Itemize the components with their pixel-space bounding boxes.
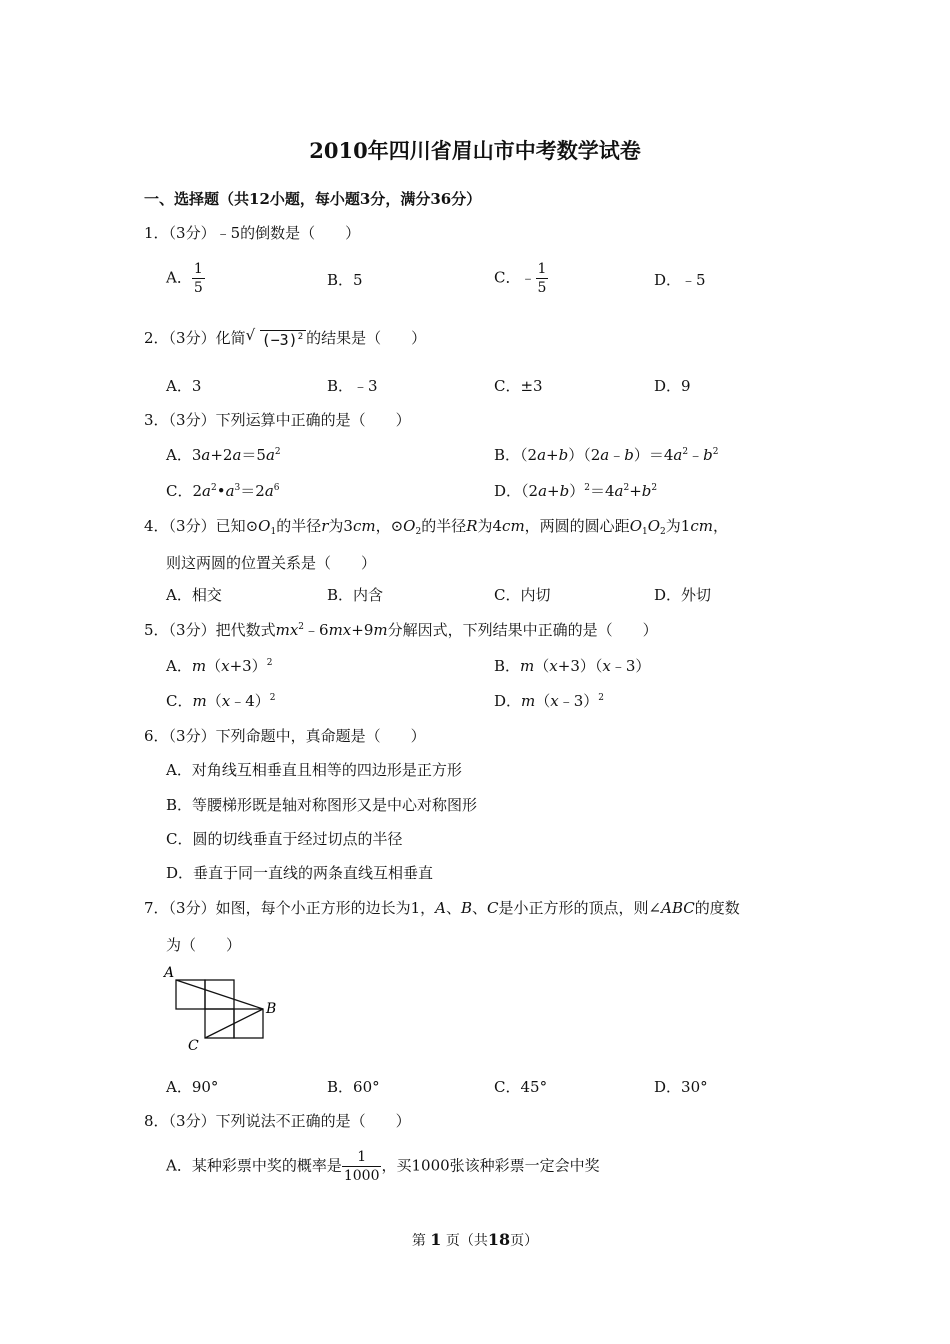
q8-option-a: A．某种彩票中奖的概率是 $\frac{1}{1000}$ ，买1000张该种彩票一定会中奖 [166,1149,600,1184]
question-8-stem: 8．（3分）下列说法不正确的是（ ） [144,1112,411,1130]
label-b: B [266,1001,277,1017]
q5-option-c: C．m（x﹣4）$^2$ [166,692,276,710]
sqrt-expression: √ $(-3)^2$ [246,330,307,348]
q1-option-b: B．5 [327,271,363,289]
q1-a-fraction: $\frac{1}{5}$ [193,261,203,296]
q2-option-b: B．﹣3 [327,377,378,395]
q3-option-b: B．$(2a+b)(2a﹣b)=4a^2﹣b^2$ [494,446,719,464]
section-heading: 一、选择题（共12小题，每小题3分，满分36分） [144,190,482,208]
q5-option-a: A．$m(x+3)^2$ [166,657,273,675]
q7-option-d: D．30° [654,1078,708,1096]
q2-option-c: C．±3 [494,377,543,395]
question-7-stem: 7．（3分）如图，每个小正方形的边长为1，A、B、C是小正方形的顶点，则∠ABC的度数 [144,899,740,917]
q2-option-a: A．3 [166,377,202,395]
q7-option-c: C．45° [494,1078,548,1096]
grid-square [234,1009,263,1038]
q3-option-a: A．$3a+2a=5a^2$ [166,446,281,464]
q2-option-d: D．9 [654,377,691,395]
question-4-stem: 4．（3分）已知$⊙O_1$的半径r为3cm，$⊙O_2$的半径R为4cm，两圆的圆心距$O_1O_2$为1cm， [144,517,728,537]
q6-option-c: C．圆的切线垂直于经过切点的半径 [166,830,403,848]
grid-figure [160,962,290,1054]
q6-option-b: B．等腰梯形既是轴对称图形又是中心对称图形 [166,796,478,814]
q4-option-a: A．相交 [166,586,222,604]
q4-option-b: B．内含 [327,586,384,604]
segment-ab [176,980,263,1009]
total-page-count: 18 [487,1230,511,1249]
label-c: C [188,1038,199,1054]
grid-square [205,1009,234,1038]
q5-option-b: B．m（x+3）（x﹣3） [494,657,651,675]
q6-option-d: D．垂直于同一直线的两条直线互相垂直 [166,864,434,882]
q6-option-a: A．对角线互相垂直且相等的四边形是正方形 [166,761,462,779]
question-6-stem: 6．（3分）下列命题中，真命题是（ ） [144,727,426,745]
q7-option-b: B．60° [327,1078,380,1096]
label-a: A [164,965,175,981]
current-page-number: 1 [430,1230,442,1249]
question-1-stem: 1．（3分）﹣5的倒数是（ ） [144,224,361,242]
q8-a-fraction: $\frac{1}{1000}$ [343,1149,380,1184]
question-3-stem: 3．（3分）下列运算中正确的是（ ） [144,411,411,429]
question-2-stem: 2．（3分）化简 √ $(-3)^2$ 的结果是（ ） [144,326,427,349]
question-7-line2: 为（ ） [166,936,242,954]
q7-option-a: A．90° [166,1078,219,1096]
q4-option-c: C．内切 [494,586,551,604]
q3-option-d: D．$(2a+b)^2=4a^2+b^2$ [494,482,658,500]
page-footer: 第 1 页（共18页） [411,1230,539,1249]
q1-option-d: D．﹣5 [654,271,706,289]
q4-option-d: D．外切 [654,586,712,604]
q5-option-d: D．m（x﹣3）$^2$ [494,692,605,710]
page-title: 2010年四川省眉山市中考数学试卷 [309,138,641,163]
question-5-stem: 5．（3分）把代数式$mx^2﹣6mx+9m$分解因式，下列结果中正确的是（ ） [144,621,658,639]
q1-option-c: C．﹣ $\frac{1}{5}$ [494,261,547,296]
q3-option-c: C．$2a^2•a^3=2a^6$ [166,482,280,500]
q1-c-fraction: $\frac{1}{5}$ [537,261,547,296]
question-4-line2: 则这两圆的位置关系是（ ） [166,554,377,572]
q1-option-a: A． $\frac{1}{5}$ [166,261,203,296]
